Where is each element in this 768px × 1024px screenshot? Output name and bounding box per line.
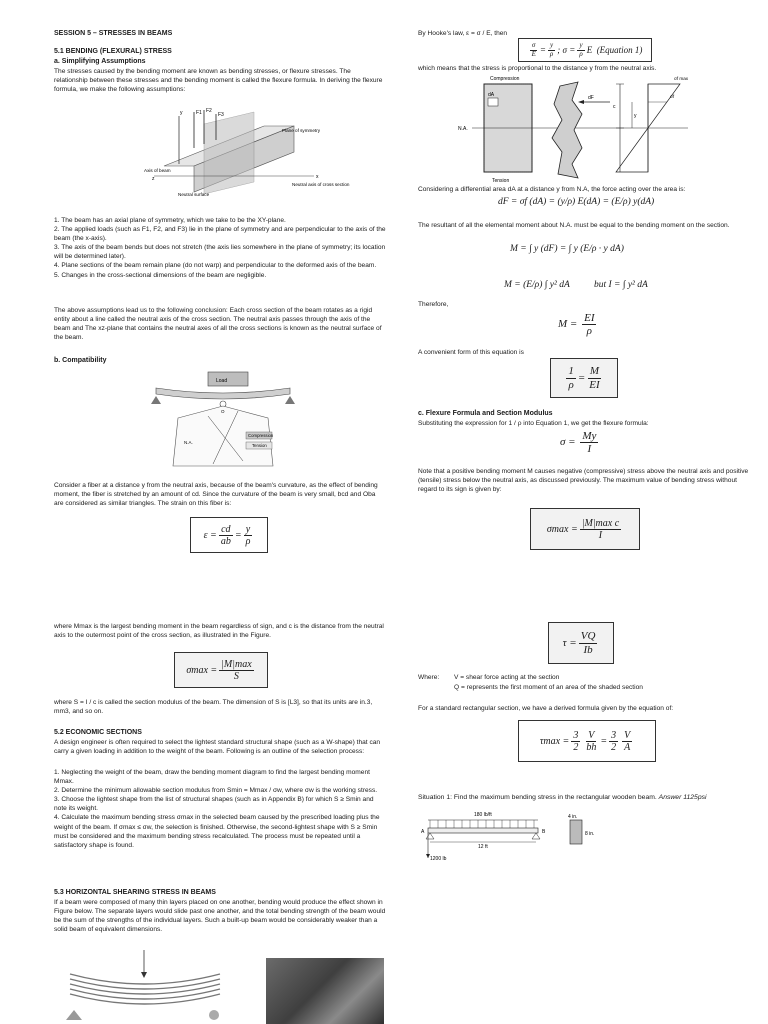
eq1-a: σ [531, 40, 536, 49]
eq1-b: E [531, 49, 536, 58]
differential-text: Considering a differential area dA at a distance y from N.A, the force acting over the area is: [418, 186, 686, 193]
sigma-s-lhs: σmax = [186, 664, 218, 676]
mmax-paragraph: where Mmax is the largest bending moment in the beam regardless of sign, and c is the distance from the neutral axis to the outermost point of the cross section, as illustrated in the Figure. [54, 623, 384, 640]
strain-num-2: y [245, 523, 251, 535]
span-label: 12 ft [478, 844, 488, 850]
subheading-c: c. Flexure Formula and Section Modulus [418, 410, 553, 417]
z-axis-label: z [152, 176, 155, 182]
situation-1 [418, 793, 707, 802]
hooke-text: By Hooke's law, ε = σ / E, then [418, 30, 508, 37]
fig3-tension-label: Tension [492, 178, 510, 184]
tau-max-d3: 2 [611, 741, 617, 753]
eq1-label: (Equation 1) [596, 45, 643, 55]
fiber-paragraph: Consider a fiber at a distance y from the neutral axis, because of the beam's curvature, as the effect of bending moment, the fiber is stretched by an amount of cd. Since the curvature of the beam is very small, bcd and Oba are considered as similar triangles. The strain on this fiber is: [54, 482, 378, 508]
economic-step-3: 3. Choose the lightest shape from the list of structural shapes (such as in Appendix B) for which S ≥ Smin and note its weight. [54, 796, 374, 813]
rho-num-2: M [589, 365, 600, 378]
section-modulus-paragraph: where S = I / c is called the section modulus of the beam. The dimension of S is [L3], so that its units are in.3, mm3, and so on. [54, 699, 373, 716]
flex-num: My [582, 430, 597, 442]
tau-max-n3: 3 [611, 729, 617, 741]
eq1-e: ; σ = [557, 45, 576, 55]
strain-equation [190, 517, 268, 553]
rho-den-2: EI [589, 378, 600, 391]
beam-photo-image [266, 958, 384, 1024]
moment-equation-1: M = ∫ y (dF) = ∫ y (E/ρ · y dA) [510, 244, 624, 254]
o-label: O [221, 409, 225, 414]
y-label: y [634, 113, 637, 119]
max-shear-equation [518, 720, 656, 762]
substitution-text: Substituting the expression for 1 / ρ into Equation 1, we get the flexure formula: [418, 420, 649, 427]
strain-lhs: ε = [203, 529, 217, 541]
tau-lhs: τ = [562, 637, 577, 649]
situation-text: Situation 1: Find the maximum bending stress in the rectangular wooden beam. [418, 794, 657, 801]
section-52-heading: 5.2 ECONOMIC SECTIONS [54, 729, 142, 736]
section-53-heading: 5.3 HORIZONTAL SHEARING STRESS IN BEAMS [54, 889, 216, 896]
da-label: dA [488, 92, 495, 98]
rho-equals: = [577, 372, 586, 384]
eq1-c: y [550, 40, 554, 49]
strain-den-1: ab [220, 535, 231, 547]
eq1-f: y [579, 40, 583, 49]
tau-max-d1: 2 [573, 741, 579, 753]
moment-equation-2b: but I = ∫ y² dA [594, 280, 648, 290]
subheading-b: b. Compatibility [54, 357, 107, 364]
economic-intro: A design engineer is often required to select the lightest standard structural shape (such as a W-shape) that can carry a given loading in addition to the weight of the beam. Following is an outline of the selection process: [54, 739, 381, 756]
tau-max-equals: = [600, 735, 608, 747]
sigma-s-num: |M|max [221, 658, 252, 670]
tau-max-d4: A [624, 741, 631, 753]
equation-1: $\frac{\sigma}{E}$ = $\frac{y}{\rho}$ ; σ = $\frac{y}{\rho}$ E (Equation 1) [518, 38, 652, 62]
flex-lhs: σ = [560, 436, 576, 449]
fig3-na-label: N.A. [458, 126, 468, 132]
m3-lhs: M = [558, 318, 578, 331]
intro-paragraph: The stresses caused by the bending moment are known as bending stresses, or flexure stresses. The relationship between these stresses and the bending moment is called the flexure formula. In deriving the flexure formula, we make the following assumptions: [54, 68, 383, 94]
convenient-text: A convenient form of this equation is [418, 349, 524, 356]
neutral-surface-label: Neutral surface [178, 192, 210, 197]
sigma-max-num: |M|max c [581, 517, 620, 529]
layered-beam-figure [64, 950, 244, 1024]
df-equation: dF = σf (dA) = (y/ρ) E(dA) = (E/ρ) y(dA) [498, 197, 655, 207]
sigma-max-equation [530, 508, 640, 550]
distributed-load-label: 180 lb/ft [474, 812, 492, 818]
situation-answer: Answer 1125psi [658, 794, 707, 801]
support-a-label: A [421, 829, 425, 835]
assumptions-list [54, 216, 386, 280]
flexure-equation [560, 430, 600, 455]
axis-of-beam-label: Axis of beam [144, 168, 171, 173]
plane-of-symmetry-label: Plane of symmetry [282, 128, 321, 133]
where-label: Where: [418, 674, 440, 681]
session-title: SESSION 5 – STRESSES IN BEAMS [54, 30, 173, 37]
tau-num: VQ [580, 630, 596, 643]
height-label: 8 in. [585, 831, 595, 837]
beam-symmetry-figure [144, 104, 350, 204]
tau-den: Ib [583, 643, 593, 656]
load-label: Load [216, 378, 228, 384]
stress-distribution-figure [448, 74, 708, 184]
point-load-label: 1200 lb [430, 856, 447, 862]
f3-label: F3 [218, 112, 224, 118]
economic-step-2: 2. Determine the minimum allowable section modulus from Smin = Mmax / σw, where σw is the working stress. [54, 787, 378, 795]
sigma-section-modulus-equation [174, 652, 268, 688]
where-q: Q = represents the first moment of an area of the shaded section [454, 684, 643, 691]
f1-label: F1 [196, 110, 202, 116]
eq1-g: ρ [579, 49, 583, 58]
proportional-text: which means that the stress is proportional to the distance y from the neutral axis. [418, 65, 657, 72]
eq1-d: ρ [549, 49, 554, 58]
m3-den: ρ [586, 325, 592, 338]
tau-max-n2: V [588, 729, 595, 741]
f2-label: F2 [206, 108, 212, 114]
assumption-4: 4. Plane sections of the beam remain plane (do not warp) and perpendicular to the deformed axis of the beam. [54, 262, 377, 270]
subheading-a: a. Simplifying Assumptions [54, 58, 146, 65]
strain-num-1: cd [221, 523, 231, 535]
section-51-heading: 5.1 BENDING (FLEXURAL) STRESS [54, 48, 172, 55]
economic-steps [54, 768, 386, 850]
sigma-max-lhs: σmax = [546, 523, 578, 535]
assumption-1: 1. The beam has an axial plane of symmetry, which we take to be the XY-plane. [54, 217, 286, 224]
economic-step-4: 4. Calculate the maximum bending stress σmax in the selected beam caused by the prescribed loading plus the weight of the beam. If σmax ≤ σw, the selection is finished. Otherwise, the second-lightest shape with S ≥ Smin must be considered and the maximum bending stress recalculated. The process must be repeated until a satisfactory shape is found. [54, 814, 380, 849]
m3-num: EI [584, 312, 595, 324]
strain-den-2: ρ [245, 535, 251, 547]
note-paragraph: Note that a positive bending moment M causes negative (compressive) stress above the neutral axis and positive (tensile) stress below the neutral axis, as discussed previously. The maximum value of bending stress without regard to its sign is given by: [418, 468, 749, 494]
fig3-compression-label: Compression [490, 76, 520, 82]
therefore-text: Therefore, [418, 301, 449, 308]
eq1-h: E [586, 45, 593, 55]
tau-max-lhs: τmax = [539, 735, 570, 747]
sigma-f-label: σf [670, 94, 675, 99]
support-b-label: B [542, 829, 546, 835]
economic-step-1: 1. Neglecting the weight of the beam, draw the bending moment diagram to find the largest bending moment Mmax. [54, 769, 370, 786]
assumption-5: 5. Changes in the cross-sectional dimensions of the beam are negligible. [54, 271, 267, 279]
assumption-2: 2. The applied loads (such as F1, F2, and F3) lie in the plane of symmetry and are perpendicular to the axis of the beam (the x-axis). [54, 226, 386, 243]
rho-num-1: 1 [568, 365, 574, 378]
sigma-s-den: S [233, 670, 239, 682]
compatibility-figure [148, 366, 298, 476]
shear-stress-equation [548, 622, 614, 664]
resultant-text: The resultant of all the elemental moment about N.A. must be equal to the bending moment on the section. [418, 222, 730, 229]
curvature-equation [550, 358, 618, 398]
flex-den: I [587, 443, 592, 456]
situation-beam-figure [418, 808, 608, 868]
sigma-f-max-label: σf max [674, 76, 689, 81]
moment-equation-2a: M = (E/ρ) ∫ y² dA [504, 280, 570, 290]
x-axis-label: x [316, 174, 319, 180]
conclusion-paragraph: The above assumptions lead us to the following conclusion: Each cross section of the beam rotates as a rigid entity about a line called the neutral axis of the cross section. The neutral axis passes through the axis of the beam and The xz-plane that contains the neutral axes of all the cross sections is known as the neutral surface of the beam. [54, 307, 382, 342]
where-v: V = shear force acting at the section [454, 674, 560, 681]
tau-max-n1: 3 [573, 729, 579, 741]
assumption-3: 3. The axis of the beam bends but does not stretch (the axis lies somewhere in the plane of symmetry; its location will be determined later). [54, 244, 386, 261]
sigma-max-den: I [598, 529, 603, 541]
rho-den-1: ρ [568, 378, 574, 391]
width-label: 4 in. [568, 814, 578, 820]
tension-label: Tension [252, 443, 267, 448]
strain-equals: = [234, 529, 242, 541]
y-axis-label: y [180, 110, 183, 116]
na-label: N.A. [184, 440, 193, 445]
tau-max-d2: bh [586, 741, 597, 753]
rectangular-text: For a standard rectangular section, we have a derived formula given by the equation of: [418, 705, 674, 712]
tau-max-n4: V [624, 729, 631, 741]
df-label: dF [588, 95, 594, 101]
c-label: c [613, 104, 616, 110]
moment-equation-3 [558, 312, 598, 337]
compression-label: Compression [248, 433, 274, 438]
neutral-axis-label: Neutral axis of cross section [292, 182, 350, 187]
shear-paragraph: If a beam were composed of many thin layers placed on one another, bending would produce the effect shown in Figure below. The separate layers would slide past one another, and the total bending strength of the beam would be the sum of the strengths of the individual layers. Such a built-up beam would be considerably weaker than a solid beam of equivalent dimensions. [54, 899, 386, 934]
